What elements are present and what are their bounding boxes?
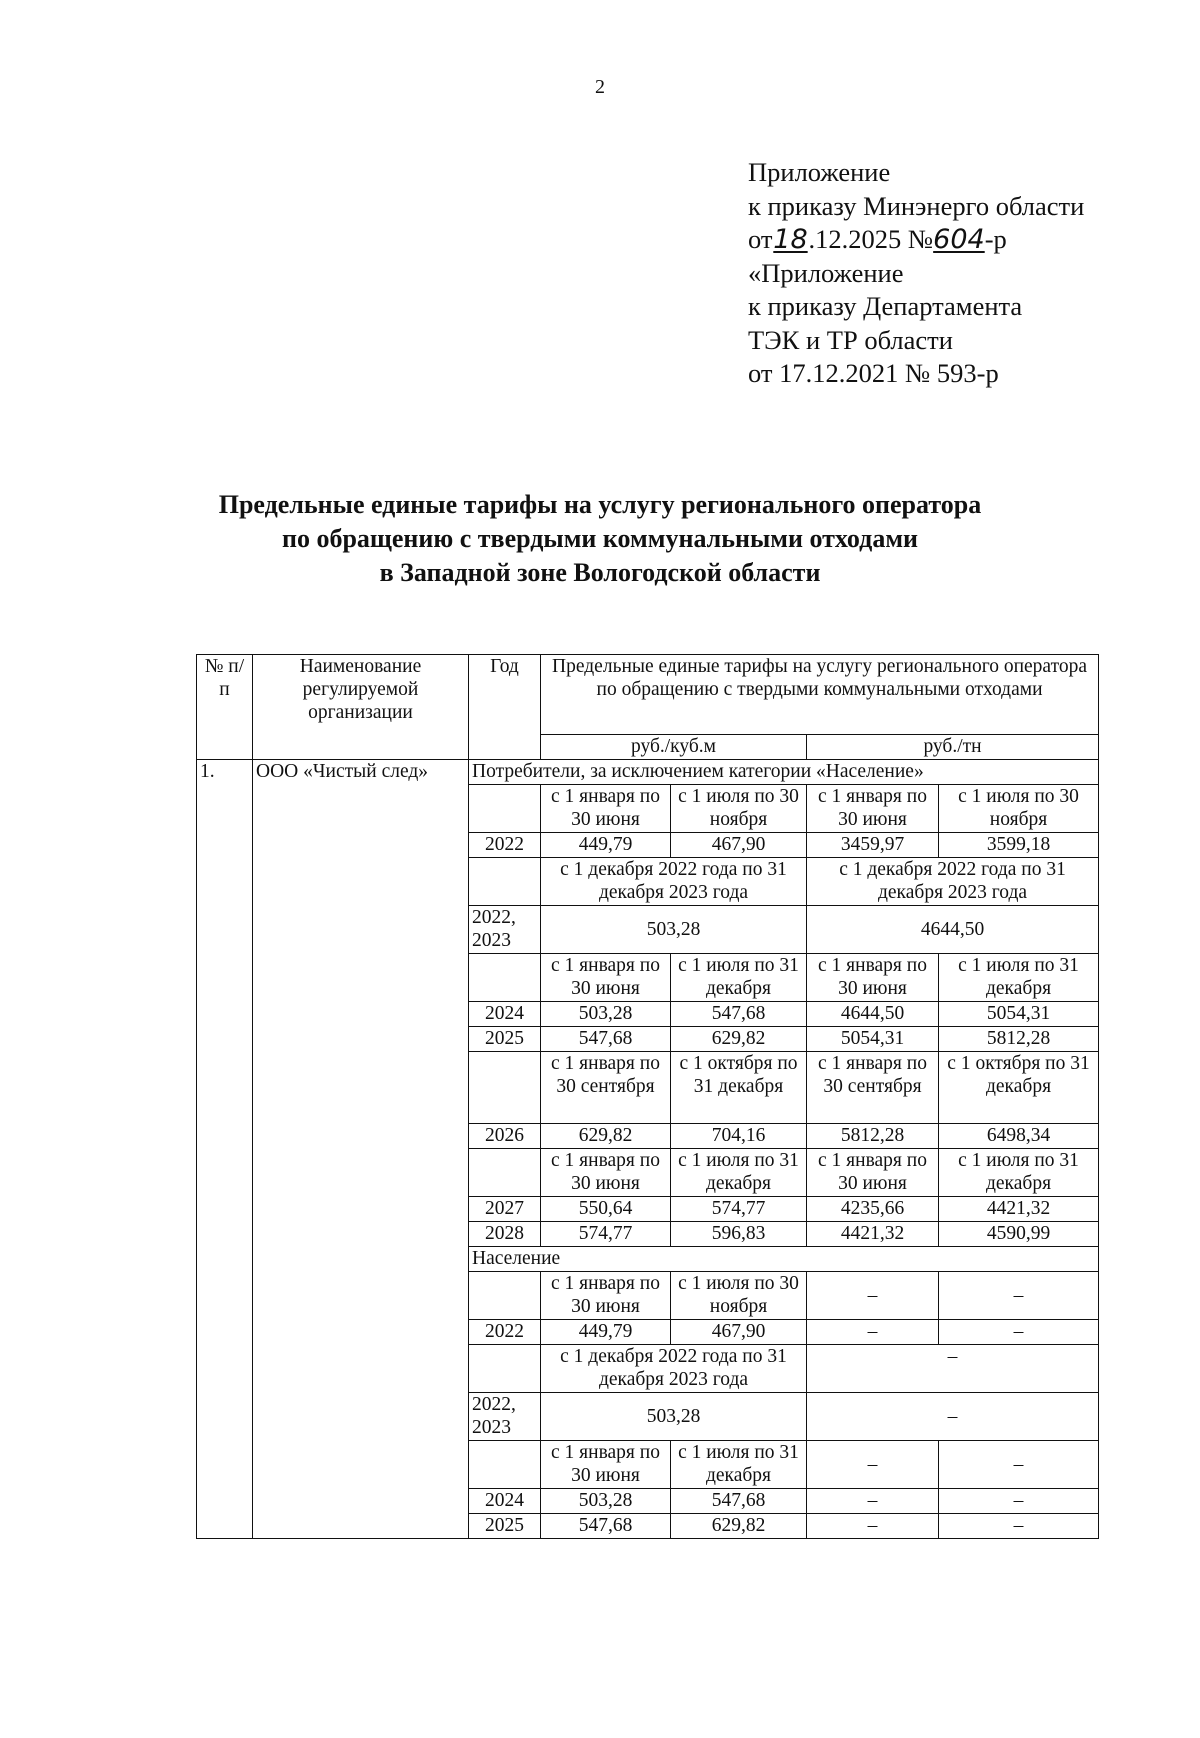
value-cell: 467,90 xyxy=(671,833,807,858)
year-empty xyxy=(469,1345,541,1393)
value-cell: 4421,32 xyxy=(807,1222,939,1247)
year-cell: 2026 xyxy=(469,1124,541,1149)
appendix-line: к приказу Минэнерго области xyxy=(748,190,1085,221)
value-cell: 550,64 xyxy=(541,1197,671,1222)
dash-cell: – xyxy=(939,1514,1099,1539)
period-cell: с 1 января по 30 июня xyxy=(541,1441,671,1489)
value-cell: 6498,34 xyxy=(939,1124,1099,1149)
period-cell: с 1 января по 30 июня xyxy=(807,785,939,833)
value-cell: 3599,18 xyxy=(939,833,1099,858)
year-cell: 2022, 2023 xyxy=(469,906,541,954)
value-cell: 4590,99 xyxy=(939,1222,1099,1247)
appendix-line: к приказу Департамента xyxy=(748,291,1023,321)
value-cell: 547,68 xyxy=(671,1489,807,1514)
value-cell: 5054,31 xyxy=(939,1002,1099,1027)
dash-cell: – xyxy=(939,1320,1099,1345)
title-line: по обращению с твердыми коммунальными отходами xyxy=(281,524,919,553)
value-cell: 574,77 xyxy=(541,1222,671,1247)
organization-name: ООО «Чистый след» xyxy=(253,760,469,1539)
order-suffix: -р xyxy=(984,224,1007,254)
period-cell: с 1 января по 30 сентября xyxy=(807,1052,939,1124)
period-cell: с 1 января по 30 июня xyxy=(541,1272,671,1320)
title-line: Предельные единые тарифы на услугу регионального оператора xyxy=(218,490,982,519)
year-empty xyxy=(469,858,541,906)
period-cell: с 1 июля по 31 декабря xyxy=(671,954,807,1002)
period-cell: с 1 января по 30 июня xyxy=(541,1149,671,1197)
period-cell: с 1 декабря 2022 года по 31 декабря 2023 года xyxy=(807,858,1099,906)
year-cell: 2024 xyxy=(469,1002,541,1027)
value-cell: 3459,97 xyxy=(807,833,939,858)
year-cell: 2025 xyxy=(469,1027,541,1052)
value-cell: 547,68 xyxy=(671,1002,807,1027)
dash-cell: – xyxy=(807,1272,939,1320)
dash-cell: – xyxy=(807,1320,939,1345)
value-cell: 467,90 xyxy=(671,1320,807,1345)
dash-cell: – xyxy=(939,1441,1099,1489)
appendix-date-line xyxy=(748,223,1188,257)
period-cell: с 1 января по 30 июня xyxy=(541,954,671,1002)
year-empty xyxy=(469,1272,541,1320)
year-cell: 2024 xyxy=(469,1489,541,1514)
dash-cell: – xyxy=(807,1441,939,1489)
dash-cell: – xyxy=(807,1514,939,1539)
year-cell: 2022 xyxy=(469,1320,541,1345)
header-row xyxy=(197,655,1099,735)
year-empty xyxy=(469,954,541,1002)
period-cell: с 1 октября по 31 декабря xyxy=(671,1052,807,1124)
value-cell: 5054,31 xyxy=(807,1027,939,1052)
value-cell: 4644,50 xyxy=(807,1002,939,1027)
appendix-block xyxy=(748,156,1188,391)
year-cell: 2027 xyxy=(469,1197,541,1222)
period-cell: с 1 июля по 30 ноября xyxy=(671,1272,807,1320)
value-cell: 4644,50 xyxy=(807,906,1099,954)
value-cell: 547,68 xyxy=(541,1027,671,1052)
dash-cell: – xyxy=(807,1345,1099,1393)
dash-cell: – xyxy=(807,1393,1099,1441)
year-empty xyxy=(469,785,541,833)
period-cell: с 1 июля по 31 декабря xyxy=(939,1149,1099,1197)
header-year: Год xyxy=(469,655,541,760)
value-cell: 629,82 xyxy=(671,1514,807,1539)
year-cell: 2028 xyxy=(469,1222,541,1247)
value-cell: 547,68 xyxy=(541,1514,671,1539)
date-prefix: от xyxy=(748,224,773,254)
period-cell: с 1 декабря 2022 года по 31 декабря 2023 года xyxy=(541,858,807,906)
header-org: Наименование регулируемой организации xyxy=(253,655,469,760)
value-cell: 629,82 xyxy=(541,1124,671,1149)
value-cell: 449,79 xyxy=(541,1320,671,1345)
appendix-line: от 17.12.2021 № 593-р xyxy=(748,358,999,388)
period-cell: с 1 января по 30 июня xyxy=(541,785,671,833)
year-cell: 2022 xyxy=(469,833,541,858)
period-cell: с 1 декабря 2022 года по 31 декабря 2023 года xyxy=(541,1345,807,1393)
value-cell: 574,77 xyxy=(671,1197,807,1222)
section-consumers: Потребители, за исключением категории «Население» xyxy=(469,760,1099,785)
dash-cell: – xyxy=(939,1489,1099,1514)
tariff-table xyxy=(196,654,1099,1539)
appendix-line: «Приложение xyxy=(748,257,904,288)
unit-rub-t: руб./тн xyxy=(807,735,1099,760)
value-cell: 503,28 xyxy=(541,1393,807,1441)
page-number: 2 xyxy=(595,76,605,98)
period-cell: с 1 января по 30 июня xyxy=(807,1149,939,1197)
header-tariffs: Предельные единые тарифы на услугу регионального оператора по обращению с твердыми коммунальными отходами xyxy=(541,655,1099,735)
year-empty xyxy=(469,1441,541,1489)
unit-rub-m3: руб./куб.м xyxy=(541,735,807,760)
value-cell: 503,28 xyxy=(541,1002,671,1027)
value-cell: 596,83 xyxy=(671,1222,807,1247)
period-cell: с 1 января по 30 июня xyxy=(807,954,939,1002)
period-cell: с 1 июля по 30 ноября xyxy=(939,785,1099,833)
value-cell: 503,28 xyxy=(541,1489,671,1514)
dash-cell: – xyxy=(939,1272,1099,1320)
year-cell: 2025 xyxy=(469,1514,541,1539)
row-number: 1. xyxy=(197,760,253,1539)
value-cell: 4421,32 xyxy=(939,1197,1099,1222)
period-cell: с 1 июля по 31 декабря xyxy=(671,1149,807,1197)
appendix-line: ТЭК и ТР области xyxy=(748,324,953,355)
section-population: Население xyxy=(469,1247,1099,1272)
period-cell: с 1 июля по 31 декабря xyxy=(671,1441,807,1489)
appendix-line: Приложение xyxy=(748,157,891,187)
period-cell: с 1 июля по 31 декабря xyxy=(939,954,1099,1002)
year-cell: 2022, 2023 xyxy=(469,1393,541,1441)
handwritten-day: 18 xyxy=(773,224,808,255)
value-cell: 5812,28 xyxy=(939,1027,1099,1052)
document-title xyxy=(150,488,1050,590)
value-cell: 503,28 xyxy=(541,906,807,954)
title-line: в Западной зоне Вологодской области xyxy=(379,558,821,587)
section-consumers-row xyxy=(197,760,1099,785)
year-empty xyxy=(469,1052,541,1124)
date-rest: .12.2025 № xyxy=(808,224,934,254)
value-cell: 629,82 xyxy=(671,1027,807,1052)
period-cell: с 1 июля по 30 ноября xyxy=(671,785,807,833)
header-num: № п/п xyxy=(197,655,253,760)
year-empty xyxy=(469,1149,541,1197)
period-cell: с 1 октября по 31 декабря xyxy=(939,1052,1099,1124)
value-cell: 4235,66 xyxy=(807,1197,939,1222)
handwritten-order-number: 604 xyxy=(933,224,985,255)
value-cell: 704,16 xyxy=(671,1124,807,1149)
value-cell: 5812,28 xyxy=(807,1124,939,1149)
value-cell: 449,79 xyxy=(541,833,671,858)
period-cell: с 1 января по 30 сентября xyxy=(541,1052,671,1124)
dash-cell: – xyxy=(807,1489,939,1514)
